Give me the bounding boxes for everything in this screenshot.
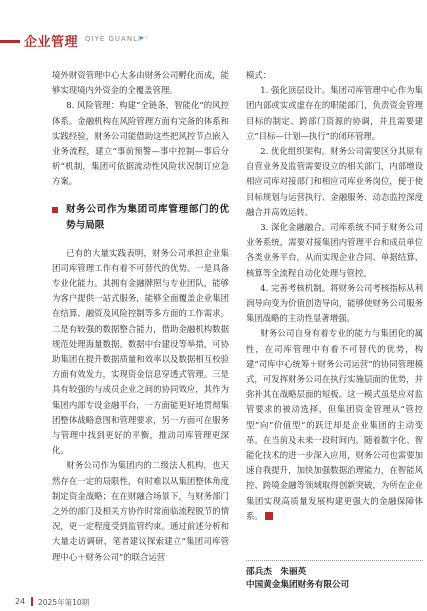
section-heading-text: 财务公司作为集团司库管理部门的优势与局限 [66,203,229,231]
paragraph: 境外财资管理中心大多由财务公司孵化而成，能够实现境内外资金的全覆盖管理。 [52,70,229,96]
left-column [52,68,229,565]
paragraph: 1. 强化顶层设计。集团司库管理中心作为集团内部或实或虚存在的职能部门，负责资金管理目标的制定、跨部门资源的协调，并且需要建立“目标—计划—执行”的闭环管理。 [246,85,423,141]
page-number: 24 [15,597,26,606]
author-names: 邵兵杰 朱丽英 [246,567,307,577]
end-mark-icon: Q [265,512,273,520]
section-title: 企业管理 [24,35,79,50]
paragraph: 2. 优化组织架构。财务公司需要区分其原有自营业务及监管需要设立的相关部门，内部增设相应司库对接部门和相应司库业务岗位，便于使目标规划与运营执行、金融服务、动态监控深度融合并高效运转。 [246,146,423,217]
arrows-icon: ▸◦ [140,33,149,42]
author-divider [246,560,423,561]
paragraph: 财务公司作为集团内的二级法人机构，也天然存在一定的局限性，有时难以从集团整体角度制定资金战略；在在财融合场景下，与财务部门之外的部门及相关方协作时常面临流程脱节的情况，更一定程度受到监管约束。通过前述分析和大量走访调研，笔者建议探索建立“集团司库管理中心＋财务公司”的联合运营 [52,460,229,562]
paragraph: 3. 深化金融融合。司库系统不同于财务公司业务系统，需要对接集团内管理平台和成员单位各类业务平台，从而实现企业合同、单据结算、核算等全流程自动化处理与管控。 [246,222,423,278]
paragraph: 4. 完善考核机制。将财务公司考核指标从利润导向变为价值创造导向，能够使财务公司服务集团战略的主动性显著增强。 [246,282,423,324]
section-subtitle: QIYE GUANLI [85,35,142,43]
header-accent-bar [0,40,20,43]
square-bullet-icon [52,207,58,213]
section-heading [52,202,229,234]
paragraph: 模式： [246,70,272,80]
author-organization: 中国黄金集团财务有限公司 [246,580,350,590]
issue-label: 2025年第10期 [38,598,90,607]
paragraph-text: 财务公司自身有着专业的能力与集团化的属性，在司库管理中有着不可替代的优势，构建“司库中心统筹＋财务公司运营”的协同管理模式，可发挥财务公司在执行实施层面的优势，并弥补其在战略层面的短板。这一模式虽是应对监管要求的被动选择，但集团资金管理从“管控型”向“价值型”的跃迁却是企业集团的主动变革。在当前及未来一段时间内，随着数字化、智能化技术的进一步深入应用，财务公司也需要加速自我提升，加快加强数据治理能力，在智能风控、跨境金融等领域取得创新突破，为所在企业集团实现高质量发展构建更强大的金融保障体系。 [246,328,423,521]
footer-accent-bar [31,597,33,606]
right-column [246,68,423,524]
paragraph: 已有的大量实践表明，财务公司承担企业集团司库管理工作有着不可替代的优势。一是具备专业化能力。其拥有金融牌照与专业团队，能够为客户提供一站式服务，能够全面覆盖企业集团在结算、融资及风险控制等多方面的工作需求。二是有较强的数据整合能力，借助金融机构数据规范处理海量数据。数据中台建设等举措，可协助集团在提升数据质量和效率以及数据相互校验方面有效发力，实现资金信息穿透式管理。三是具有较强的与成员企业之间的协同效应，其作为集团内部专设金融平台，一方面能更好地贯彻集团整体战略意图和管理要求，另一方面可在服务与管理中找到更好的平衡，推动司库管理更深化。 [52,247,229,456]
paragraph: 8. 风险管理：构建“全链条，智能化”的风控体系。金融机构在风险管理方面有完备的体系和实践经验，财务公司能借助这些把风控节点嵌入业务流程，建立“事前预警—事中控制—事后分析”机制，集团可依据流动性风险状况制订应急方案。 [52,100,229,187]
page-header [0,0,427,60]
paragraph [246,326,423,524]
